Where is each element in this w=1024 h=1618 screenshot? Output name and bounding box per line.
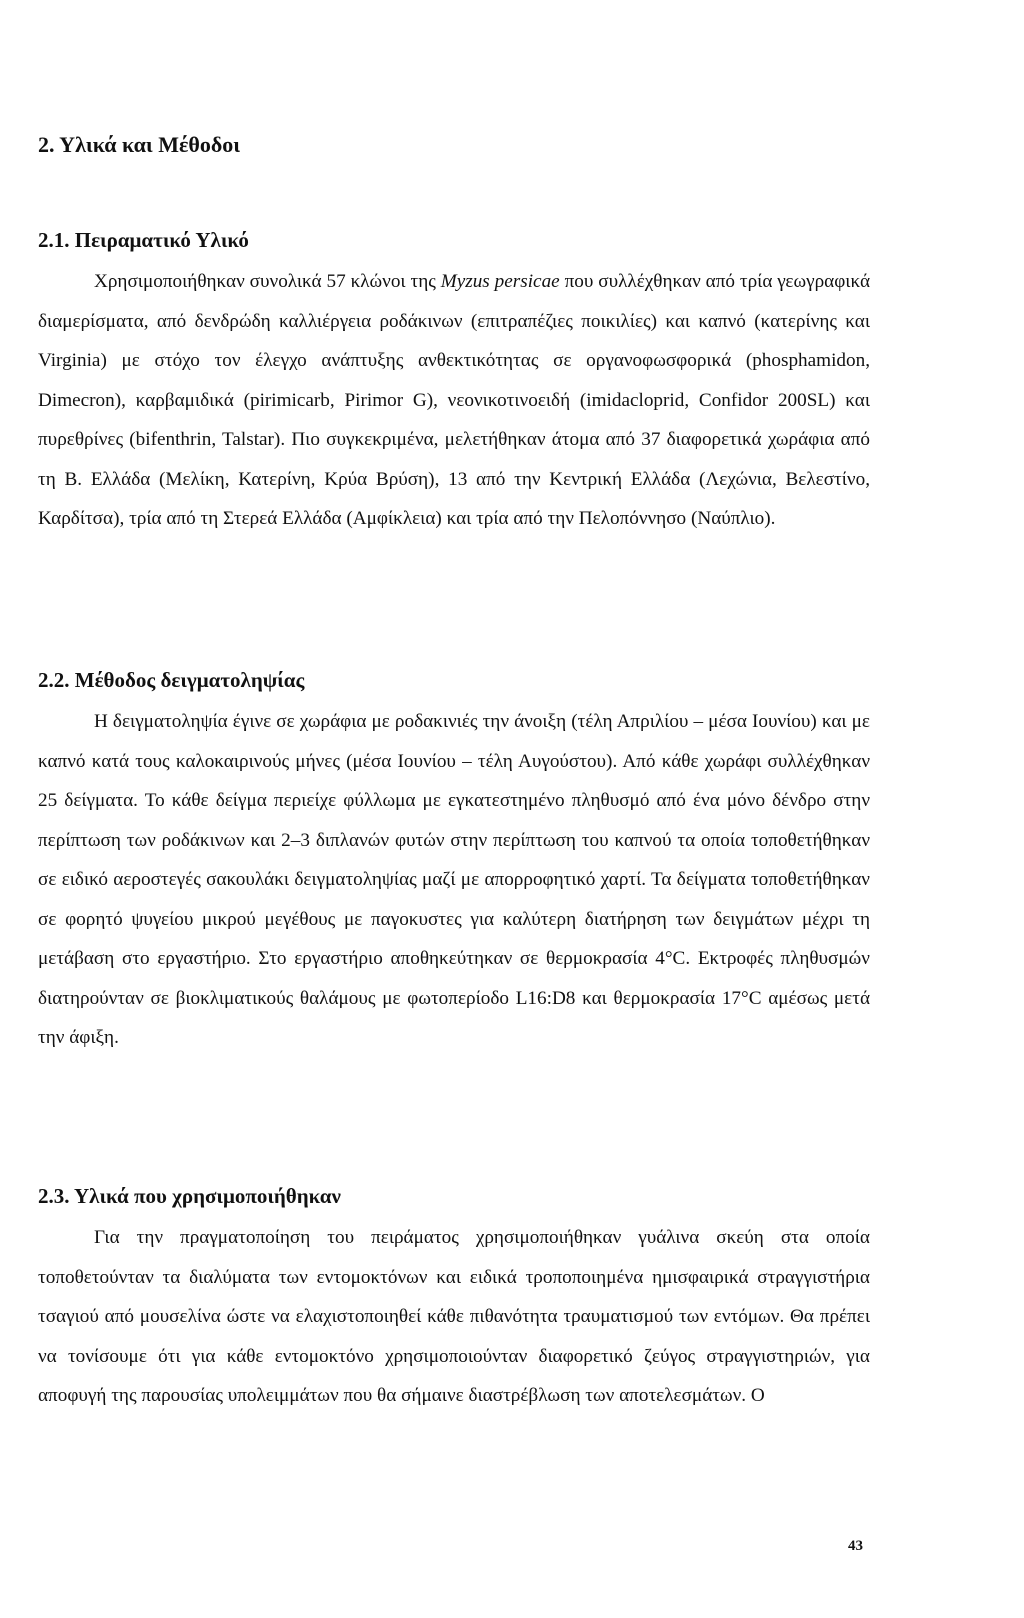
section-heading-experimental-material: 2.1. Πειραματικό Υλικό bbox=[38, 228, 249, 252]
chapter-title: 2. Υλικά και Μέθοδοι bbox=[38, 132, 241, 157]
section-heading-materials-used: 2.3. Υλικά που χρησιμοποιήθηκαν bbox=[38, 1184, 341, 1208]
species-name: Myzus persicae bbox=[440, 271, 560, 292]
section-paragraph-sampling-method: Η δειγματοληψία έγινε σε χωράφια με ροδακινιές την άνοιξη (τέλη Απριλίου – μέσα Ιουνίου) και με καπνό κατά τους καλοκαιρινούς μήνες (μέσα Ιουνίου – τέλη Αυγούστου). Από κάθε χωράφι συλλέχθηκαν 25 δείγματα. Το κάθε δείγμα περιείχε φύλλωμα με εγκατεστημένο πληθυσμό από ένα μόνο δένδρο στην περίπτωση των ροδάκινων και 2–3 διπλανών φυτών στην περίπτωση του καπνού τα οποία τοποθετήθηκαν σε ειδικό αεροστεγές σακουλάκι δειγματοληψίας μαζί με απορροφητικό χαρτί. Τα δείγματα τοποθετήθηκαν σε φορητό ψυγείου μικρού μεγέθους με παγοκυστες για καλύτερη διατήρηση των δειγμάτων μέχρι τη μετάβαση στο εργαστήριο. Στο εργαστήριο αποθηκεύτηκαν σε θερμοκρασία 4°C. Εκτροφές πληθυσμών διατηρούνταν σε βιοκλιματικούς θαλάμους με φωτοπερίοδο L16:D8 και θερμοκρασία 17°C αμέσως μετά την άφιξη. bbox=[38, 711, 870, 1048]
section-paragraph-experimental-material: Χρησιμοποιήθηκαν συνολικά 57 κλώνοι της Myzus persicae που συλλέχθηκαν από τρία γεωγραφικά διαμερίσματα, από δενδρώδη καλλιέργεια ροδάκινων (επιτραπέζιες ποικιλίες) και καπνό (κατερίνης και Virginia) με στόχο τον έλεγχο ανάπτυξης ανθεκτικότητας σε οργανοφωσφορικά (phosphamidon, Dimecron), καρβαμιδικά (pirimicarb, Pirimor G), νεονικοτινοειδή (imidacloprid, Confidor 200SL) και πυρεθρίνες (bifenthrin, Talstar). Πιο συγκεκριμένα, μελετήθηκαν άτομα από 37 διαφορετικά χωράφια από τη Β. Ελλάδα (Μελίκη, Κατερίνη, Κρύα Βρύση), 13 από την Κεντρική Ελλάδα (Λεχώνια, Βελεστίνο, Καρδίτσα), τρία από τη Στερεά Ελλάδα (Αμφίκλεια) και τρία από την Πελοπόννησο (Ναύπλιο). bbox=[38, 271, 871, 529]
section-heading-sampling-method: 2.2. Μέθοδος δειγματοληψίας bbox=[38, 668, 305, 692]
page-number: 43 bbox=[848, 1538, 863, 1554]
section-paragraph-materials-used: Για την πραγματοποίηση του πειράματος χρησιμοποιήθηκαν γυάλινα σκεύη στα οποία τοποθετούνταν τα διαλύματα των εντομοκτόνων και ειδικά τροποποιημένα ημισφαιρικά στραγγιστήρια τσαγιού από μουσελίνα ώστε να ελαχιστοποιηθεί κάθε πιθανότητα τραυματισμού των εντόμων. Θα πρέπει να τονίσουμε ότι για κάθε εντομοκτόνο χρησιμοποιούνταν διαφορετικό ζεύγος στραγγιστηριών, για αποφυγή της παρουσίας υπολειμμάτων που θα σήμαινε διαστρέβλωση των αποτελεσμάτων. Ο bbox=[38, 1227, 870, 1406]
